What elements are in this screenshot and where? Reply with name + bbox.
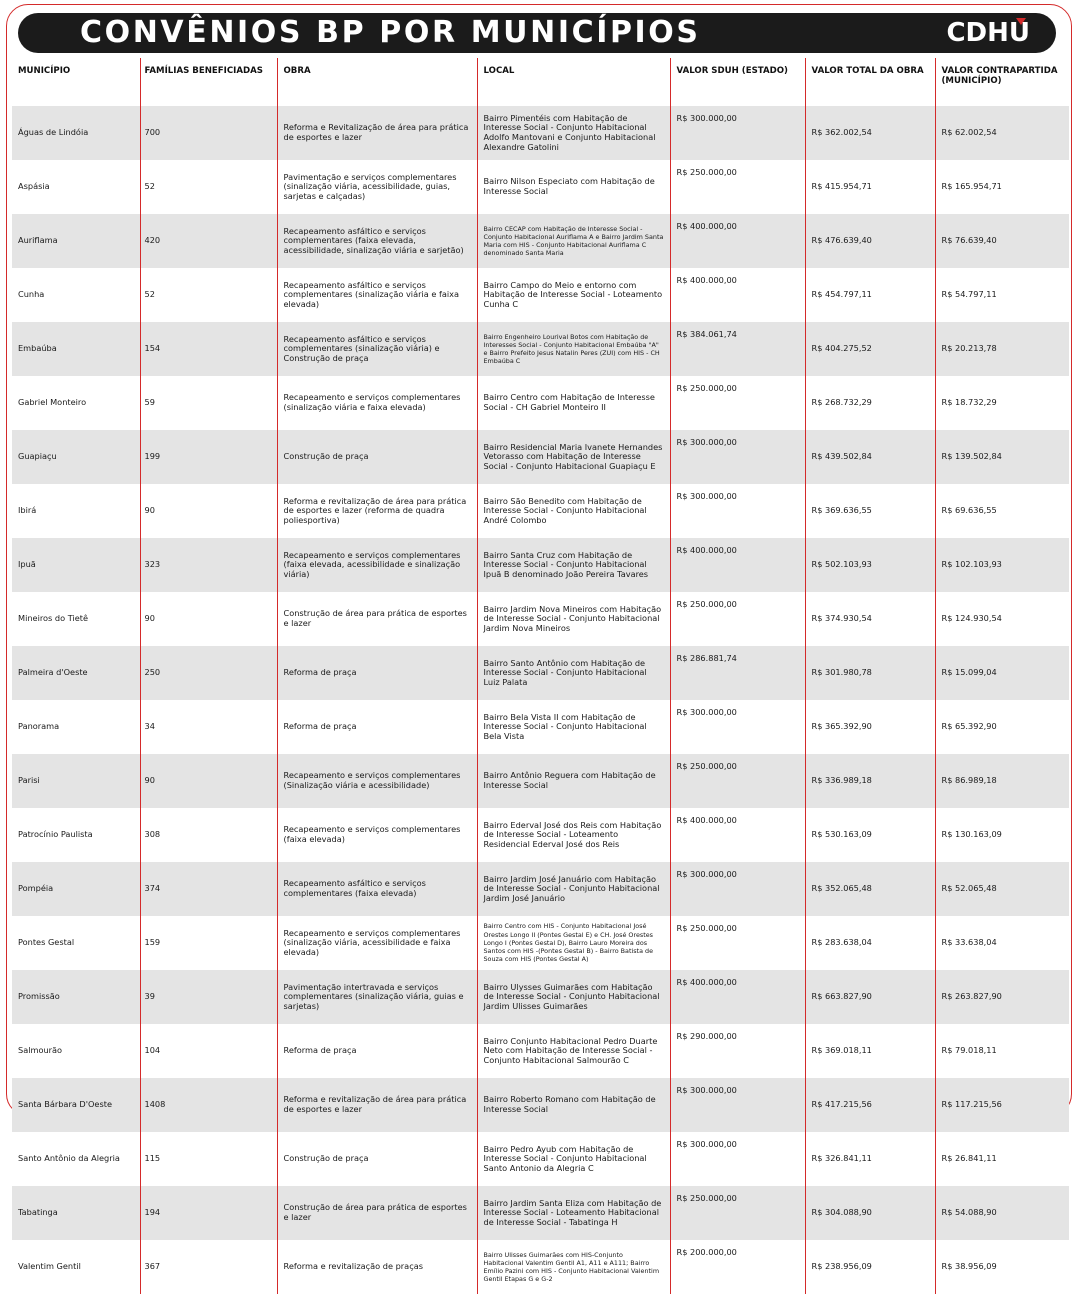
cell-municipio: Embaúba <box>12 322 140 376</box>
cell-familias: 34 <box>140 700 277 754</box>
cell-obra: Recapeamento e serviços complementares (faixa elevada) <box>277 808 477 862</box>
cell-familias: 250 <box>140 646 277 700</box>
cell-contrapartida: R$ 54.088,90 <box>935 1186 1069 1240</box>
cell-obra: Recapeamento e serviços complementares (faixa elevada, acessibilidade e sinalização viária) <box>277 538 477 592</box>
table-row <box>12 1078 1069 1132</box>
header-obra: OBRA <box>277 58 477 106</box>
cell-contrapartida: R$ 263.827,90 <box>935 970 1069 1024</box>
cell-familias: 52 <box>140 160 277 214</box>
cell-valor-sduh: R$ 300.000,00 <box>670 862 805 916</box>
cell-valor-sduh: R$ 300.000,00 <box>670 106 805 160</box>
cell-local: Bairro Jardim Santa Eliza com Habitação de Interesse Social - Loteamento Habitacional de Interesse Social - Tabatinga H <box>477 1186 670 1240</box>
cell-valor-total: R$ 663.827,90 <box>805 970 935 1024</box>
cell-local: Bairro Residencial Maria Ivanete Hernandes Vetorasso com Habitação de Interesse Social - Conjunto Habitacional Guapiaçu E <box>477 430 670 484</box>
cell-local: Bairro Pedro Ayub com Habitação de Interesse Social - Conjunto Habitacional Santo Antonio da Alegria C <box>477 1132 670 1186</box>
cell-local: Bairro Conjunto Habitacional Pedro Duarte Neto com Habitação de Interesse Social - Conjunto Habitacional Salmourão C <box>477 1024 670 1078</box>
title-bar <box>18 13 1056 53</box>
cell-valor-total: R$ 268.732,29 <box>805 376 935 430</box>
cell-obra: Reforma e revitalização de área para prática de esportes e lazer (reforma de quadra poliesportiva) <box>277 484 477 538</box>
cell-municipio: Palmeira d'Oeste <box>12 646 140 700</box>
table-header <box>12 58 1069 106</box>
cell-local: Bairro Ulysses Guimarães com Habitação de Interesse Social - Conjunto Habitacional Jardim Ulisses Guimarães <box>477 970 670 1024</box>
cell-obra: Construção de área para prática de esportes e lazer <box>277 592 477 646</box>
cell-contrapartida: R$ 117.215,56 <box>935 1078 1069 1132</box>
cell-municipio: Pontes Gestal <box>18 937 75 948</box>
cell-valor-total: R$ 530.163,09 <box>805 808 935 862</box>
cell-municipio: Valentim Gentil <box>18 1261 81 1272</box>
cell-valor-total: R$ 283.638,04 <box>805 916 935 970</box>
cell-municipio: Panorama <box>18 721 60 732</box>
cell-familias: 90 <box>140 484 277 538</box>
cell-municipio: Salmourão <box>18 1045 63 1056</box>
cell-contrapartida: R$ 130.163,09 <box>935 808 1069 862</box>
cell-obra: Construção de área para prática de esportes e lazer <box>277 1186 477 1240</box>
cell-municipio: Aspásia <box>18 181 50 192</box>
cell-contrapartida: R$ 102.103,93 <box>935 538 1069 592</box>
cell-municipio: Cunha <box>18 289 45 300</box>
cell-valor-sduh: R$ 400.000,00 <box>670 538 805 592</box>
agreements-table <box>12 58 1069 1294</box>
cell-familias: 90 <box>140 592 277 646</box>
cell-familias: 323 <box>140 538 277 592</box>
agreements-table-wrapper <box>12 58 1069 1294</box>
cell-valor-total: R$ 404.275,52 <box>805 322 935 376</box>
table-row <box>12 538 1069 592</box>
cell-local: Bairro Santa Cruz com Habitação de Interesse Social - Conjunto Habitacional Ipuã B denominado João Pereira Tavares <box>477 538 670 592</box>
cell-valor-sduh: R$ 384.061,74 <box>670 322 805 376</box>
cell-contrapartida: R$ 62.002,54 <box>935 106 1069 160</box>
cell-local: Bairro Ederval José dos Reis com Habitação de Interesse Social - Loteamento Residencial Ederval José dos Reis <box>477 808 670 862</box>
cell-local: Bairro Centro com Habitação de Interesse Social - CH Gabriel Monteiro II <box>477 376 670 430</box>
cell-municipio: Gabriel Monteiro <box>18 397 87 408</box>
cell-valor-sduh: R$ 300.000,00 <box>670 484 805 538</box>
cell-obra: Recapeamento e serviços complementares (sinalização viária, acessibilidade e faixa elevada) <box>277 916 477 970</box>
cell-obra: Reforma e revitalização de área para prática de esportes e lazer <box>277 1078 477 1132</box>
cell-municipio: Santa Bárbara D'Oeste <box>12 1078 140 1132</box>
cell-obra: Recapeamento asfáltico e serviços complementares (sinalização viária e faixa elevada) <box>277 268 477 322</box>
cell-contrapartida: R$ 18.732,29 <box>935 376 1069 430</box>
table-row <box>12 862 1069 916</box>
header-familias: FAMÍLIAS BENEFICIADAS <box>140 58 277 106</box>
cell-contrapartida: R$ 69.636,55 <box>935 484 1069 538</box>
cell-contrapartida: R$ 79.018,11 <box>935 1024 1069 1078</box>
table-row <box>12 1024 1069 1078</box>
cell-valor-total: R$ 502.103,93 <box>805 538 935 592</box>
cell-valor-total: R$ 326.841,11 <box>805 1132 935 1186</box>
cell-obra: Construção de praça <box>277 1132 477 1186</box>
cell-familias: 367 <box>140 1240 277 1294</box>
cell-local: Bairro Campo do Meio e entorno com Habitação de Interesse Social - Loteamento Cunha C <box>477 268 670 322</box>
header-valor-sduh: VALOR SDUH (ESTADO) <box>670 58 805 106</box>
cell-municipio: Mineiros do Tietê <box>18 613 89 624</box>
cell-familias: 59 <box>140 376 277 430</box>
cell-valor-sduh: R$ 400.000,00 <box>670 808 805 862</box>
table-row <box>12 808 1069 862</box>
table-row <box>12 268 1069 322</box>
cell-obra: Construção de praça <box>277 430 477 484</box>
cell-valor-total: R$ 336.989,18 <box>805 754 935 808</box>
cell-valor-sduh: R$ 400.000,00 <box>670 214 805 268</box>
cell-contrapartida: R$ 139.502,84 <box>935 430 1069 484</box>
cell-municipio: Guapiaçu <box>12 430 140 484</box>
cell-valor-total: R$ 301.980,78 <box>805 646 935 700</box>
cell-municipio: Pompéia <box>12 862 140 916</box>
cell-familias: 700 <box>140 106 277 160</box>
cell-familias: 308 <box>140 808 277 862</box>
table-row <box>12 700 1069 754</box>
cell-local: Bairro Roberto Romano com Habitação de Interesse Social <box>477 1078 670 1132</box>
table-row <box>12 376 1069 430</box>
cell-local: Bairro Centro com HIS - Conjunto Habitacional José Orestes Longo II (Pontes Gestal E) e CH. José Orestes Longo I (Pontes Gestal D), Bairro Lauro Moreira dos Santos com HIS -(Pontes Gestal B) - Bairro Batista de Souza com HIS (Pontes Gestal A) <box>477 916 670 970</box>
cell-valor-sduh: R$ 300.000,00 <box>670 1132 805 1186</box>
cell-municipio: Santo Antônio da Alegria <box>18 1153 120 1164</box>
cell-valor-total: R$ 304.088,90 <box>805 1186 935 1240</box>
page-title: CONVÊNIOS BP POR MUNICÍPIOS <box>80 15 701 50</box>
cell-obra: Recapeamento asfáltico e serviços complementares (faixa elevada) <box>277 862 477 916</box>
cell-obra: Recapeamento asfáltico e serviços complementares (faixa elevada, acessibilidade, sinalização viária e sarjetão) <box>277 214 477 268</box>
cell-valor-total: R$ 417.215,56 <box>805 1078 935 1132</box>
cell-valor-total: R$ 369.636,55 <box>805 484 935 538</box>
table-row <box>12 160 1069 214</box>
cell-local: Bairro Jardim Nova Mineiros com Habitação de Interesse Social - Conjunto Habitacional Jardim Nova Mineiros <box>477 592 670 646</box>
cell-local: Bairro Ulisses Guimarães com HIS-Conjunto Habitacional Valentim Gentil A1, A11 e A111; Bairro Emílio Pazini com HIS - Conjunto Habitacional Valentim Gentil Etapas G e G-2 <box>477 1240 670 1294</box>
cell-obra: Recapeamento e serviços complementares (sinalização viária e faixa elevada) <box>277 376 477 430</box>
table-body <box>12 106 1069 1294</box>
cell-local: Bairro CECAP com Habitação de Interesse Social - Conjunto Habitacional Auriflama A e Bairro Jardim Santa Maria com HIS - Conjunto Habitacional Auriflama C denominado Santa Maria <box>477 214 670 268</box>
cell-familias: 420 <box>140 214 277 268</box>
table-row <box>12 916 1069 970</box>
cell-valor-sduh: R$ 286.881,74 <box>670 646 805 700</box>
cell-local: Bairro Santo Antônio com Habitação de Interesse Social - Conjunto Habitacional Luiz Palata <box>477 646 670 700</box>
cell-valor-total: R$ 362.002,54 <box>805 106 935 160</box>
cell-valor-total: R$ 365.392,90 <box>805 700 935 754</box>
cell-valor-sduh: R$ 250.000,00 <box>670 160 805 214</box>
cell-familias: 199 <box>140 430 277 484</box>
cell-valor-sduh: R$ 400.000,00 <box>670 970 805 1024</box>
cell-contrapartida: R$ 33.638,04 <box>935 916 1069 970</box>
cell-valor-sduh: R$ 250.000,00 <box>670 376 805 430</box>
cell-municipio: Promissão <box>12 970 140 1024</box>
cell-familias: 159 <box>140 916 277 970</box>
cell-valor-sduh: R$ 250.000,00 <box>670 916 805 970</box>
cell-familias: 90 <box>140 754 277 808</box>
cell-local: Bairro Pimentéis com Habitação de Interesse Social - Conjunto Habitacional Adolfo Mantovani e Conjunto Habitacional Alexandre Gatolini <box>477 106 670 160</box>
cell-local: Bairro São Benedito com Habitação de Interesse Social - Conjunto Habitacional André Colombo <box>477 484 670 538</box>
cell-contrapartida: R$ 26.841,11 <box>935 1132 1069 1186</box>
cell-obra: Reforma de praça <box>277 646 477 700</box>
cell-contrapartida: R$ 20.213,78 <box>935 322 1069 376</box>
table-row <box>12 754 1069 808</box>
cell-local: Bairro Bela Vista II com Habitação de Interesse Social - Conjunto Habitacional Bela Vista <box>477 700 670 754</box>
header-contrapartida: VALOR CONTRAPARTIDA (MUNICÍPIO) <box>935 58 1069 106</box>
cell-valor-sduh: R$ 400.000,00 <box>670 268 805 322</box>
logo-text: CDHU <box>946 18 1030 48</box>
cell-familias: 52 <box>140 268 277 322</box>
cell-familias: 194 <box>140 1186 277 1240</box>
cell-obra: Reforma de praça <box>277 700 477 754</box>
cell-contrapartida: R$ 38.956,09 <box>935 1240 1069 1294</box>
table-row <box>12 1186 1069 1240</box>
cell-contrapartida: R$ 52.065,48 <box>935 862 1069 916</box>
cell-contrapartida: R$ 54.797,11 <box>935 268 1069 322</box>
cell-valor-sduh: R$ 200.000,00 <box>670 1240 805 1294</box>
cell-familias: 1408 <box>140 1078 277 1132</box>
cell-contrapartida: R$ 165.954,71 <box>935 160 1069 214</box>
cell-municipio: Patrocínio Paulista <box>18 829 93 840</box>
cell-municipio: Tabatinga <box>12 1186 140 1240</box>
cell-contrapartida: R$ 76.639,40 <box>935 214 1069 268</box>
cell-obra: Reforma de praça <box>277 1024 477 1078</box>
cell-familias: 39 <box>140 970 277 1024</box>
table-row <box>12 1132 1069 1186</box>
table-row <box>12 1240 1069 1294</box>
table-row <box>12 592 1069 646</box>
cell-valor-sduh: R$ 300.000,00 <box>670 430 805 484</box>
header-municipio: MUNICÍPIO <box>18 66 71 76</box>
cell-valor-sduh: R$ 250.000,00 <box>670 592 805 646</box>
cell-obra: Recapeamento asfáltico e serviços complementares (sinalização viária) e Construção de praça <box>277 322 477 376</box>
cell-valor-total: R$ 415.954,71 <box>805 160 935 214</box>
cell-valor-total: R$ 369.018,11 <box>805 1024 935 1078</box>
cell-local: Bairro Nilson Especiato com Habitação de Interesse Social <box>477 160 670 214</box>
cell-familias: 115 <box>140 1132 277 1186</box>
table-row <box>12 970 1069 1024</box>
cell-contrapartida: R$ 124.930,54 <box>935 592 1069 646</box>
cell-valor-total: R$ 476.639,40 <box>805 214 935 268</box>
cell-valor-total: R$ 454.797,11 <box>805 268 935 322</box>
cell-familias: 374 <box>140 862 277 916</box>
cell-municipio: Auriflama <box>12 214 140 268</box>
cell-valor-sduh: R$ 300.000,00 <box>670 1078 805 1132</box>
header-local: LOCAL <box>477 58 670 106</box>
cell-valor-sduh: R$ 250.000,00 <box>670 1186 805 1240</box>
table-row <box>12 430 1069 484</box>
cell-obra: Recapeamento e serviços complementares (Sinalização viária e acessibilidade) <box>277 754 477 808</box>
cell-familias: 104 <box>140 1024 277 1078</box>
cell-local: Bairro Antônio Reguera com Habitação de Interesse Social <box>477 754 670 808</box>
cell-valor-sduh: R$ 290.000,00 <box>670 1024 805 1078</box>
table-row <box>12 106 1069 160</box>
cell-valor-total: R$ 439.502,84 <box>805 430 935 484</box>
cell-municipio: Águas de Lindóia <box>12 106 140 160</box>
cell-contrapartida: R$ 65.392,90 <box>935 700 1069 754</box>
cell-obra: Reforma e Revitalização de área para prática de esportes e lazer <box>277 106 477 160</box>
cell-local: Bairro Engenheiro Lourival Botos com Habitação de Interesses Social - Conjunto Habitacional Embaúba "A" e Bairro Prefeito Jesus Natalin Peres (ZUI) com HIS - CH Embaúba C <box>477 322 670 376</box>
table-row <box>12 214 1069 268</box>
table-row <box>12 646 1069 700</box>
header-valor-total: VALOR TOTAL DA OBRA <box>805 58 935 106</box>
cell-contrapartida: R$ 15.099,04 <box>935 646 1069 700</box>
cell-municipio: Parisi <box>12 754 140 808</box>
cell-valor-total: R$ 374.930,54 <box>805 592 935 646</box>
cell-obra: Pavimentação e serviços complementares (sinalização viária, acessibilidade, guias, sarjetas e calçadas) <box>277 160 477 214</box>
cell-obra: Pavimentação intertravada e serviços complementares (sinalização viária, guias e sarjetas) <box>277 970 477 1024</box>
header-row <box>12 58 1069 106</box>
cell-obra: Reforma e revitalização de praças <box>277 1240 477 1294</box>
cell-valor-total: R$ 238.956,09 <box>805 1240 935 1294</box>
cell-valor-sduh: R$ 250.000,00 <box>670 754 805 808</box>
cell-valor-total: R$ 352.065,48 <box>805 862 935 916</box>
cell-municipio: Ipuã <box>12 538 140 592</box>
cell-contrapartida: R$ 86.989,18 <box>935 754 1069 808</box>
cell-familias: 154 <box>140 322 277 376</box>
cell-valor-sduh: R$ 300.000,00 <box>670 700 805 754</box>
cell-local: Bairro Jardim José Januário com Habitação de Interesse Social - Conjunto Habitacional Jardim José Januário <box>477 862 670 916</box>
cell-municipio: Ibirá <box>18 505 37 516</box>
table-row <box>12 484 1069 538</box>
table-row <box>12 322 1069 376</box>
